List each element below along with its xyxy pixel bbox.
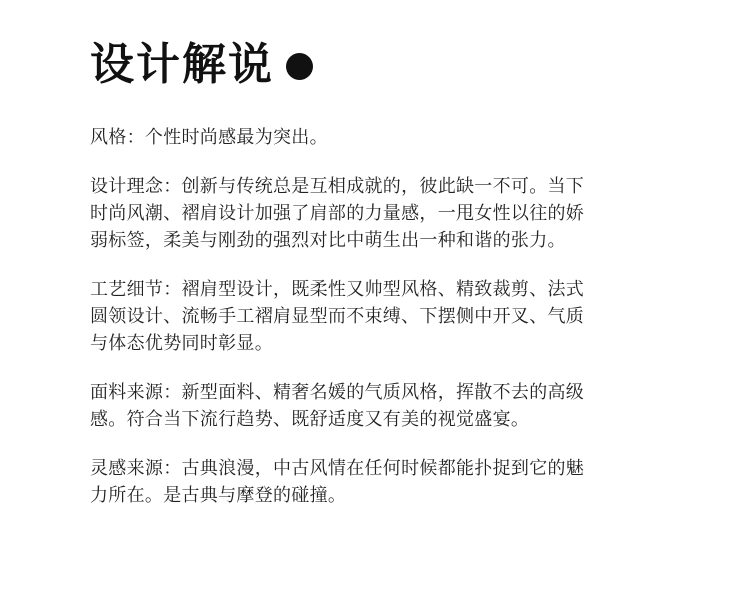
paragraph-line: 灵感来源：古典浪漫，中古风情在任何时候都能扑捉到它的魅 [90,458,585,479]
title-row [90,30,670,100]
paragraph-line: 圆领设计、流畅手工褶肩显型而不束缚、下摆侧中开叉、气质 [90,306,585,327]
paragraph-line: 时尚风潮、褶肩设计加强了肩部的力量感，一甩女性以往的娇 [90,203,585,224]
paragraph-line: 工艺细节：褶肩型设计，既柔性又帅型风格、精致裁剪、法式 [90,279,585,300]
paragraph-line: 弱标签，柔美与刚劲的强烈对比中萌生出一种和谐的张力。 [90,230,566,251]
paragraph-line: 设计理念：创新与传统总是互相成就的，彼此缺一不可。当下 [90,176,585,197]
craft-details-paragraph [90,276,670,357]
paragraph-line: 感。符合当下流行趋势、既舒适度又有美的视觉盛宴。 [90,409,530,430]
style-paragraph [90,124,670,151]
paragraph-line: 与体态优势同时彰显。 [90,333,273,354]
inspiration-source-paragraph [90,455,670,509]
paragraph-line: 力所在。是古典与摩登的碰撞。 [90,485,347,506]
design-concept-paragraph [90,173,670,254]
document-body [90,30,670,531]
paragraph-line: 面料来源：新型面料、精奢名媛的气质风格，挥散不去的高级 [90,382,585,403]
bullet-dot-icon [286,53,313,80]
fabric-source-paragraph [90,379,670,433]
paragraph-line: 风格：个性时尚感最为突出。 [90,127,328,148]
page-title: 设计解说 [90,39,274,90]
